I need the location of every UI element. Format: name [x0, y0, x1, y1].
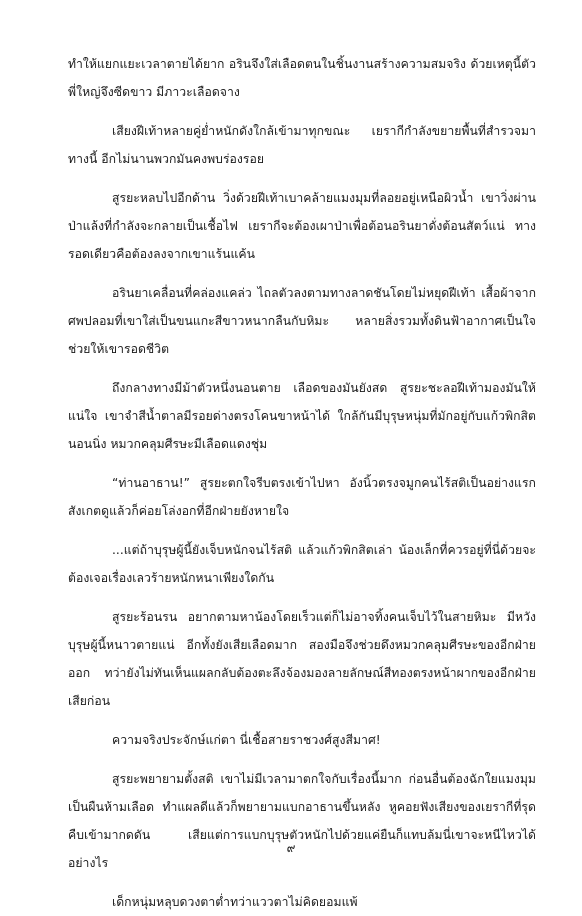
paragraph: สูรยะหลบไปอีกด้าน วิ่งด้วยฝีเท้าเบาคล้ายแมงมุมที่ลอยอยู่เหนือผิวน้ำ เขาวิ่งผ่านป่าแล้งที่กำลังจะกลายเป็นเชื้อไฟ เยรากีจะต้องเผาป่าเพื่อต้อนอรินยาดั่งต้อนสัตว์แน่ ทางรอดเดียวคือต้องลงจากเขาแร้นแค้น — [68, 191, 536, 261]
page-number: ๙ — [286, 841, 296, 855]
paragraph: เด็กหนุ่มหลุบดวงตาต่ำทว่าแววตาไม่คิดยอมแพ้ — [112, 895, 358, 909]
paragraph: สูรยะร้อนรน อยากตามหาน้องโดยเร็วแต่ก็ไม่อาจทิ้งคนเจ็บไว้ในสายหิมะ มีหวังบุรุษผู้นี้หนาวตายแน่ อีกทั้งยังเสียเลือดมาก สองมือจึงช่วยดึงหมวกคลุมศีรษะของอีกฝ่ายออก ทว่ายังไม่ทันเห็นแผลกลับต้องตะลึงจ้องมองลายลักษณ์สีทองตรงหน้าผากของอีกฝ่ายเสียก่อน — [68, 610, 536, 708]
paragraph: อรินยาเคลื่อนที่คล่องแคล่ว ไถลตัวลงตามทางลาดชันโดยไม่หยุดฝีเท้า เสื้อผ้าจากศพปลอมที่เขาใส่เป็นขนแกะสีขาวหนากลืนกับหิมะ หลายสิ่งรวมทั้งดินฟ้าอากาศเป็นใจช่วยให้เขารอดชีวิต — [68, 286, 536, 356]
paragraph: ถึงกลางทางมีม้าตัวหนึ่งนอนตาย เลือดของมันยังสด สูรยะชะลอฝีเท้ามองมันให้แน่ใจ เขาจำสีน้ำตาลมีรอยด่างตรงโคนขาหน้าได้ ใกล้กันมีบุรุษหนุ่มที่มักอยู่กับแก้วพิกสิตนอนนิ่ง หมวกคลุมศีรษะมีเลือดแดงชุ่ม — [68, 381, 536, 451]
paragraph: ...แต่ถ้าบุรุษผู้นี้ยังเจ็บหนักจนไร้สติ แล้วแก้วพิกสิตเล่า น้องเล็กที่ควรอยู่ที่นี่ด้วยจะต้องเจอเรื่องเลวร้ายหนักหนาเพียงใดกัน — [68, 543, 536, 585]
paragraph: เสียงฝีเท้าหลายคู่ย่ำหนักดังใกล้เข้ามาทุกขณะ เยรากีกำลังขยายพื้นที่สำรวจมาทางนี้ อีกไม่นานพวกมันคงพบร่องรอย — [68, 124, 536, 166]
paragraph: สูรยะพยายามตั้งสติ เขาไม่มีเวลามาตกใจกับเรื่องนี้มาก ก่อนอื่นต้องฉักใยแมงมุมเป็นผืนห้ามเลือด ทำแผลดีแล้วก็พยายามแบกอาธานขึ้นหลัง หูคอยฟังเสียงของเยรากีที่รุดคืบเข้ามากดดัน เสียแต่การแบกบุรุษตัวหนักไปด้วยแค่ยืนก็แทบล้มนี่เขาจะหนีไหวได้อย่างไร — [68, 772, 536, 870]
paragraph: ทำให้แยกแยะเวลาตายได้ยาก อรินจึงใส่เลือดตนในชิ้นงานสร้างความสมจริง ด้วยเหตุนี้ตัวพี่ใหญ่จึงซีดขาว มีภาวะเลือดจาง — [68, 57, 536, 99]
paragraph: ความจริงประจักษ์แก่ตา นี่เชื้อสายราชวงศ์สูงสีมาศ! — [112, 733, 381, 747]
body-text — [68, 50, 536, 916]
paragraph: “ท่านอาธาน!” สูรยะตกใจรีบตรงเข้าไปหา อังนิ้วตรงจมูกคนไร้สติเป็นอย่างแรก สังเกตดูแล้วก็ค่อยโล่งอกที่อีกฝ่ายยังหายใจ — [68, 476, 536, 518]
